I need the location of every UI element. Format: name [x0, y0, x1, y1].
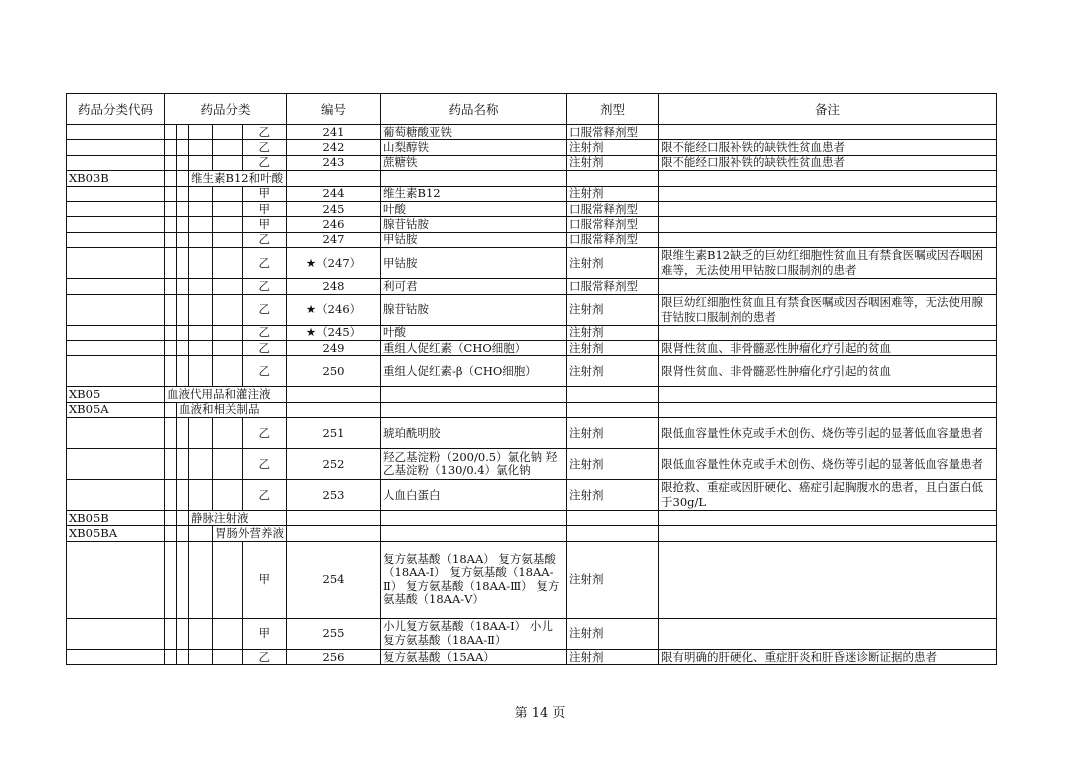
insurance-class: 乙 [242, 418, 286, 449]
hierarchy-indent [213, 449, 243, 480]
page-number: 第 14 页 [514, 706, 566, 721]
hierarchy-indent [213, 480, 243, 511]
drug-number: 250 [287, 356, 381, 387]
remark [659, 125, 997, 140]
drug-name: 甲钴胺 [381, 232, 567, 247]
drug-number [287, 387, 381, 402]
hierarchy-indent [213, 217, 243, 232]
hierarchy-indent [165, 418, 177, 449]
insurance-class: 甲 [242, 217, 286, 232]
category-code [67, 201, 165, 216]
drug-name: 复方氨基酸（15AA） [381, 649, 567, 664]
hierarchy-indent [177, 449, 189, 480]
drug-name: 小儿复方氨基酸（18AA-Ⅰ） 小儿复方氨基酸（18AA-Ⅱ） [381, 618, 567, 649]
hierarchy-indent [165, 201, 177, 216]
dosage-form [567, 387, 659, 402]
hierarchy-indent [165, 125, 177, 140]
dosage-form [567, 171, 659, 186]
hierarchy-indent [213, 294, 243, 325]
table-row [67, 186, 997, 201]
hierarchy-indent [177, 125, 189, 140]
remark [659, 526, 997, 541]
drug-number: ★（247） [287, 248, 381, 279]
insurance-class: 乙 [242, 480, 286, 511]
hierarchy-indent [177, 171, 189, 186]
category-name: 维生素B12和叶酸 [189, 171, 287, 186]
table-row [67, 541, 997, 618]
hierarchy-indent [165, 325, 177, 340]
hierarchy-indent [189, 480, 213, 511]
dosage-form [567, 402, 659, 417]
drug-number: 241 [287, 125, 381, 140]
hierarchy-indent [177, 356, 189, 387]
dosage-form: 注射剂 [567, 356, 659, 387]
table-row [67, 171, 997, 186]
remark: 限低血容量性休克或手术创伤、烧伤等引起的显著低血容量患者 [659, 449, 997, 480]
hierarchy-indent [177, 325, 189, 340]
hierarchy-indent [165, 155, 177, 170]
category-code [67, 294, 165, 325]
category-code [67, 232, 165, 247]
drug-name [381, 511, 567, 526]
insurance-class: 甲 [242, 201, 286, 216]
insurance-class: 乙 [242, 340, 286, 355]
header-form: 剂型 [567, 94, 659, 125]
remark [659, 232, 997, 247]
hierarchy-indent [177, 201, 189, 216]
hierarchy-indent [165, 232, 177, 247]
category-code [67, 649, 165, 664]
hierarchy-indent [189, 140, 213, 155]
category-code [67, 356, 165, 387]
category-code [67, 217, 165, 232]
remark [659, 541, 997, 618]
drug-name: 重组人促红素（CHO细胞） [381, 340, 567, 355]
hierarchy-indent [189, 155, 213, 170]
header-name: 药品名称 [381, 94, 567, 125]
hierarchy-indent [165, 480, 177, 511]
drug-number: 253 [287, 480, 381, 511]
drug-name [381, 402, 567, 417]
hierarchy-indent [177, 186, 189, 201]
hierarchy-indent [177, 649, 189, 664]
remark [659, 325, 997, 340]
hierarchy-indent [189, 279, 213, 294]
drug-number [287, 402, 381, 417]
hierarchy-indent [213, 140, 243, 155]
table-row [67, 279, 997, 294]
hierarchy-indent [165, 449, 177, 480]
drug-number: 247 [287, 232, 381, 247]
drug-name: 叶酸 [381, 201, 567, 216]
drug-name: 琥珀酰明胶 [381, 418, 567, 449]
remark [659, 618, 997, 649]
drug-number: 248 [287, 279, 381, 294]
table-row [67, 402, 997, 417]
drug-name: 葡萄糖酸亚铁 [381, 125, 567, 140]
insurance-class: 乙 [242, 248, 286, 279]
hierarchy-indent [189, 186, 213, 201]
remark: 限不能经口服补铁的缺铁性贫血患者 [659, 155, 997, 170]
remark: 限不能经口服补铁的缺铁性贫血患者 [659, 140, 997, 155]
hierarchy-indent [213, 279, 243, 294]
hierarchy-indent [189, 325, 213, 340]
drug-catalog-table [66, 93, 997, 665]
dosage-form: 注射剂 [567, 541, 659, 618]
drug-name: 叶酸 [381, 325, 567, 340]
hierarchy-indent [165, 294, 177, 325]
dosage-form: 注射剂 [567, 186, 659, 201]
drug-number: 249 [287, 340, 381, 355]
table-row [67, 248, 997, 279]
table-row [67, 418, 997, 449]
insurance-class: 乙 [242, 325, 286, 340]
dosage-form: 注射剂 [567, 340, 659, 355]
remark: 限肾性贫血、非骨髓恶性肿瘤化疗引起的贫血 [659, 356, 997, 387]
drug-number: 252 [287, 449, 381, 480]
hierarchy-indent [165, 649, 177, 664]
drug-number: 245 [287, 201, 381, 216]
insurance-class: 乙 [242, 649, 286, 664]
drug-number: ★（246） [287, 294, 381, 325]
category-code [67, 140, 165, 155]
drug-name: 腺苷钴胺 [381, 217, 567, 232]
insurance-class: 乙 [242, 449, 286, 480]
dosage-form [567, 511, 659, 526]
drug-name [381, 526, 567, 541]
drug-number [287, 511, 381, 526]
drug-number: 244 [287, 186, 381, 201]
hierarchy-indent [177, 511, 189, 526]
hierarchy-indent [213, 418, 243, 449]
hierarchy-indent [189, 217, 213, 232]
hierarchy-indent [213, 125, 243, 140]
hierarchy-indent [189, 125, 213, 140]
hierarchy-indent [213, 340, 243, 355]
dosage-form: 注射剂 [567, 618, 659, 649]
drug-number: 254 [287, 541, 381, 618]
drug-number [287, 171, 381, 186]
table-row [67, 511, 997, 526]
hierarchy-indent [189, 294, 213, 325]
table-row [67, 232, 997, 247]
hierarchy-indent [165, 171, 177, 186]
hierarchy-indent [189, 526, 213, 541]
hierarchy-indent [177, 526, 189, 541]
category-name: 血液代用品和灌注液 [165, 387, 287, 402]
hierarchy-indent [177, 155, 189, 170]
hierarchy-indent [177, 541, 189, 618]
category-name: 胃肠外营养液 [213, 526, 287, 541]
insurance-class: 乙 [242, 140, 286, 155]
insurance-class: 乙 [242, 356, 286, 387]
dosage-form [567, 526, 659, 541]
hierarchy-indent [165, 541, 177, 618]
category-code [67, 418, 165, 449]
table-row [67, 387, 997, 402]
remark: 限巨幼红细胞性贫血且有禁食医嘱或因吞咽困难等，无法使用腺苷钴胺口服制剂的患者 [659, 294, 997, 325]
hierarchy-indent [165, 248, 177, 279]
category-code: XB03B [67, 171, 165, 186]
remark: 限低血容量性休克或手术创伤、烧伤等引起的显著低血容量患者 [659, 418, 997, 449]
drug-number: 246 [287, 217, 381, 232]
hierarchy-indent [213, 618, 243, 649]
table-row [67, 125, 997, 140]
table-row [67, 449, 997, 480]
drug-name: 甲钴胺 [381, 248, 567, 279]
hierarchy-indent [165, 279, 177, 294]
insurance-class: 甲 [242, 541, 286, 618]
hierarchy-indent [165, 526, 177, 541]
hierarchy-indent [213, 541, 243, 618]
category-code [67, 480, 165, 511]
header-code: 药品分类代码 [67, 94, 165, 125]
remark: 限维生素B12缺乏的巨幼红细胞性贫血且有禁食医嘱或因吞咽困难等，无法使用甲钴胺口服制剂的患者 [659, 248, 997, 279]
hierarchy-indent [165, 511, 177, 526]
dosage-form: 口服常释剂型 [567, 125, 659, 140]
category-code: XB05 [67, 387, 165, 402]
hierarchy-indent [165, 340, 177, 355]
dosage-form: 口服常释剂型 [567, 217, 659, 232]
remark [659, 201, 997, 216]
drug-number: 242 [287, 140, 381, 155]
category-code: XB05B [67, 511, 165, 526]
dosage-form: 注射剂 [567, 294, 659, 325]
dosage-form: 注射剂 [567, 140, 659, 155]
table-row [67, 526, 997, 541]
table-row [67, 618, 997, 649]
table-row [67, 155, 997, 170]
drug-name: 羟乙基淀粉（200/0.5）氯化钠 羟乙基淀粉（130/0.4）氯化钠 [381, 449, 567, 480]
remark [659, 279, 997, 294]
insurance-class: 甲 [242, 618, 286, 649]
drug-name: 重组人促红素-β（CHO细胞） [381, 356, 567, 387]
drug-name: 人血白蛋白 [381, 480, 567, 511]
remark [659, 402, 997, 417]
remark [659, 511, 997, 526]
category-code [67, 155, 165, 170]
hierarchy-indent [177, 217, 189, 232]
hierarchy-indent [189, 248, 213, 279]
dosage-form: 注射剂 [567, 449, 659, 480]
hierarchy-indent [213, 186, 243, 201]
hierarchy-indent [165, 402, 177, 417]
dosage-form: 口服常释剂型 [567, 201, 659, 216]
drug-number: 255 [287, 618, 381, 649]
drug-name: 腺苷钴胺 [381, 294, 567, 325]
hierarchy-indent [213, 201, 243, 216]
hierarchy-indent [213, 649, 243, 664]
table-row [67, 649, 997, 664]
category-code [67, 325, 165, 340]
drug-name [381, 387, 567, 402]
header-remark: 备注 [659, 94, 997, 125]
hierarchy-indent [177, 618, 189, 649]
remark: 限有明确的肝硬化、重症肝炎和肝昏迷诊断证据的患者 [659, 649, 997, 664]
hierarchy-indent [213, 325, 243, 340]
table-header-row [67, 94, 997, 125]
header-category: 药品分类 [165, 94, 287, 125]
remark [659, 186, 997, 201]
drug-number: 251 [287, 418, 381, 449]
dosage-form: 注射剂 [567, 649, 659, 664]
insurance-class: 乙 [242, 232, 286, 247]
table-row [67, 294, 997, 325]
hierarchy-indent [165, 618, 177, 649]
table-row [67, 356, 997, 387]
drug-number: 243 [287, 155, 381, 170]
category-code [67, 618, 165, 649]
dosage-form: 注射剂 [567, 155, 659, 170]
drug-name [381, 171, 567, 186]
drug-name: 利可君 [381, 279, 567, 294]
hierarchy-indent [189, 356, 213, 387]
category-code: XB05BA [67, 526, 165, 541]
drug-number: 256 [287, 649, 381, 664]
table-row [67, 140, 997, 155]
dosage-form: 注射剂 [567, 248, 659, 279]
hierarchy-indent [189, 618, 213, 649]
insurance-class: 乙 [242, 294, 286, 325]
insurance-class: 乙 [242, 279, 286, 294]
hierarchy-indent [189, 649, 213, 664]
remark: 限肾性贫血、非骨髓恶性肿瘤化疗引起的贫血 [659, 340, 997, 355]
dosage-form: 注射剂 [567, 480, 659, 511]
hierarchy-indent [213, 248, 243, 279]
hierarchy-indent [165, 140, 177, 155]
hierarchy-indent [189, 232, 213, 247]
drug-name: 复方氨基酸（18AA） 复方氨基酸（18AA-Ⅰ） 复方氨基酸（18AA-Ⅱ） 复方氨基酸（18AA-Ⅲ） 复方氨基酸（18AA-Ⅴ） [381, 541, 567, 618]
drug-name: 蔗糖铁 [381, 155, 567, 170]
table-row [67, 480, 997, 511]
remark [659, 217, 997, 232]
hierarchy-indent [177, 294, 189, 325]
hierarchy-indent [213, 155, 243, 170]
dosage-form: 口服常释剂型 [567, 279, 659, 294]
remark [659, 171, 997, 186]
hierarchy-indent [189, 541, 213, 618]
category-code [67, 125, 165, 140]
hierarchy-indent [177, 279, 189, 294]
category-code [67, 279, 165, 294]
hierarchy-indent [189, 201, 213, 216]
header-number: 编号 [287, 94, 381, 125]
category-code [67, 248, 165, 279]
table-row [67, 340, 997, 355]
hierarchy-indent [213, 356, 243, 387]
category-code [67, 541, 165, 618]
insurance-class: 乙 [242, 125, 286, 140]
category-code [67, 449, 165, 480]
hierarchy-indent [189, 340, 213, 355]
drug-number [287, 526, 381, 541]
table-row [67, 201, 997, 216]
hierarchy-indent [177, 248, 189, 279]
dosage-form: 注射剂 [567, 418, 659, 449]
drug-name: 维生素B12 [381, 186, 567, 201]
hierarchy-indent [189, 418, 213, 449]
hierarchy-indent [177, 340, 189, 355]
category-code: XB05A [67, 402, 165, 417]
category-code [67, 186, 165, 201]
hierarchy-indent [165, 217, 177, 232]
remark [659, 387, 997, 402]
category-code [67, 340, 165, 355]
hierarchy-indent [189, 449, 213, 480]
remark: 限抢救、重症或因肝硬化、癌症引起胸腹水的患者，且白蛋白低于30g/L [659, 480, 997, 511]
insurance-class: 乙 [242, 155, 286, 170]
drug-number: ★（245） [287, 325, 381, 340]
hierarchy-indent [165, 356, 177, 387]
category-name: 血液和相关制品 [177, 402, 287, 417]
insurance-class: 甲 [242, 186, 286, 201]
hierarchy-indent [177, 232, 189, 247]
hierarchy-indent [213, 232, 243, 247]
drug-name: 山梨醇铁 [381, 140, 567, 155]
table-row [67, 325, 997, 340]
dosage-form: 注射剂 [567, 325, 659, 340]
hierarchy-indent [165, 186, 177, 201]
category-name: 静脉注射液 [189, 511, 287, 526]
hierarchy-indent [177, 418, 189, 449]
table-row [67, 217, 997, 232]
dosage-form: 口服常释剂型 [567, 232, 659, 247]
hierarchy-indent [177, 140, 189, 155]
hierarchy-indent [177, 480, 189, 511]
